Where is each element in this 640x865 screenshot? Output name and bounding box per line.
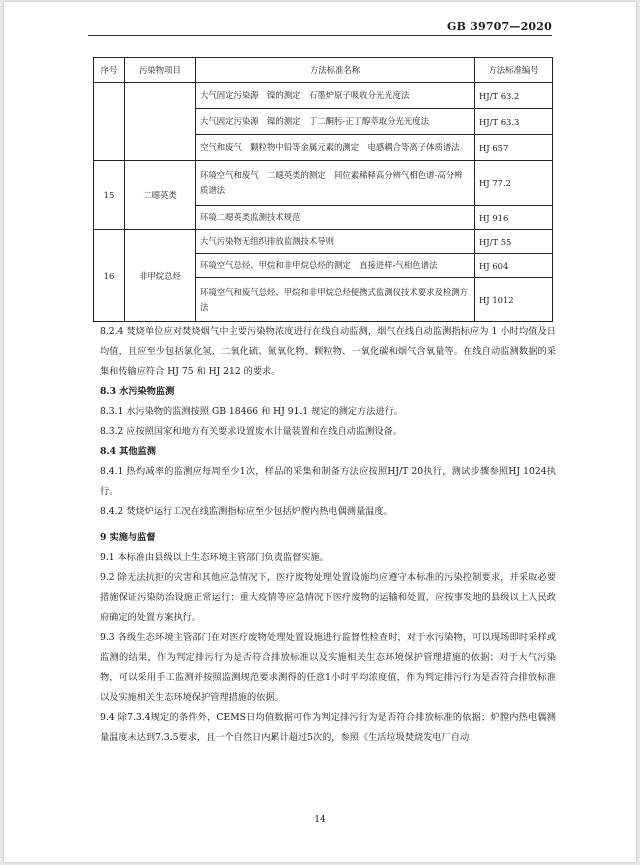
page-number: 14	[314, 815, 326, 825]
method-standards-table	[93, 57, 553, 322]
row-code: HJ/T 55	[475, 230, 553, 254]
heading-8-4: 8.4 其他监测	[100, 446, 156, 457]
paragraph-8-3-2: 8.3.2 应按照国家和地方有关要求设置废水计量装置和在线自动监测设备。	[100, 426, 402, 437]
paragraph-8-4-1: 8.4.1 热灼减率的监测应每周至少1次，样品的采集和制备方法应按照HJ/T 20执行，测试步骤参照HJ 1024执行。	[100, 466, 556, 497]
table-row	[94, 230, 553, 254]
document-page	[4, 2, 636, 862]
table-row	[94, 83, 553, 109]
col-header-code: 方法标准编号	[475, 58, 553, 83]
row-method: 环境空气和废气 二噁英类的测定 同位素稀释高分辨气相色谱-高分辨质谱法	[196, 161, 475, 206]
col-header-method: 方法标准名称	[196, 58, 475, 83]
heading-9: 9 实施与监督	[100, 532, 156, 543]
row-method: 大气固定污染源 镍的测定 丁二酮肟-正丁醇萃取分光光度法	[196, 109, 475, 135]
paragraph-9-1: 9.1 本标准由县级以上生态环境主管部门负责监督实施。	[100, 552, 329, 563]
row-code: HJ 657	[475, 135, 553, 161]
row-pollutant: 非甲烷总烃	[125, 230, 196, 322]
row-code: HJ/T 63.3	[475, 109, 553, 135]
row-code: HJ 77.2	[475, 161, 553, 206]
paragraph-8-4-2: 8.4.2 焚烧炉运行工况在线监测指标应至少包括炉膛内热电偶测量温度。	[100, 506, 393, 517]
standard-number: GB 39707—2020	[446, 20, 552, 33]
heading-8-3: 8.3 水污染物监测	[100, 386, 175, 397]
row-no	[94, 83, 125, 161]
row-method: 环境二噁英类监测技术规范	[196, 206, 475, 230]
paragraph-8-2-4: 8.2.4 焚烧单位应对焚烧烟气中主要污染物浓度进行在线自动监测，烟气在线自动监测指标应为 1 小时均值及日均值，且应至少包括氯化氢、二氧化硫、氮氧化物、颗粒物、一氧化碳和烟气含氧量等。在线自动监测数据的采集和传输应符合 HJ 75 和 HJ 212 的要求。	[100, 326, 556, 377]
row-method: 环境空气总烃、甲烷和非甲烷总烃的测定 直接进样-气相色谱法	[196, 254, 475, 278]
paragraph-9-3: 9.3 各级生态环境主管部门在对医疗废物处理处置设施进行监督性检查时，对于水污染物，可以现场即时采样或监测的结果，作为判定排污行为是否符合排放标准以及实施相关生态环境保护管理措施的依据；对于大气污染物，可以采用手工监测并按照监测规范要求测得的任意1小时平均浓度值，作为判定排污行为是否符合排放标准以及实施相关生态环境保护管理措施的依据。	[100, 632, 556, 703]
row-pollutant: 二噁英类	[125, 161, 196, 230]
row-method: 大气污染物无组织排放监测技术导则	[196, 230, 475, 254]
paragraph-8-3-1: 8.3.1 水污染物的监测按照 GB 18466 和 HJ 91.1 规定的测定方法进行。	[100, 406, 404, 417]
row-method: 空气和废气 颗粒物中铅等金属元素的测定 电感耦合等离子体质谱法	[196, 135, 475, 161]
col-header-no: 序号	[94, 58, 125, 83]
col-header-pollutant: 污染物项目	[125, 58, 196, 83]
row-code: HJ 604	[475, 254, 553, 278]
body-text	[100, 322, 556, 748]
table-row	[94, 161, 553, 206]
paragraph-9-2: 9.2 除无法抗拒的灾害和其他应急情况下，医疗废物处理处置设施均应遵守本标准的污染控制要求，并采取必要措施保证污染防治设施正常运行；重大疫情等应急情况下医疗废物的运输和处置，应按事发地的县级以上人民政府确定的处置方案执行。	[100, 572, 556, 623]
row-method: 环境空气和废气总烃、甲烷和非甲烷总烃便携式监测仪技术要求及检测方法	[196, 278, 475, 322]
paragraph-9-4: 9.4 除7.3.4规定的条件外，CEMS日均值数据可作为判定排污行为是否符合排放标准的依据；炉膛内热电偶测量温度未达到7.3.5要求，且一个自然日内累计超过5次的，参照《生活垃圾焚烧发电厂自动	[100, 712, 556, 743]
row-no: 16	[94, 230, 125, 322]
row-code: HJ/T 63.2	[475, 83, 553, 109]
row-code: HJ 1012	[475, 278, 553, 322]
table-header-row	[94, 58, 553, 83]
row-code: HJ 916	[475, 206, 553, 230]
row-pollutant	[125, 83, 196, 161]
row-method: 大气固定污染源 镍的测定 石墨炉原子吸收分光光度法	[196, 83, 475, 109]
row-no: 15	[94, 161, 125, 230]
header-rule	[88, 35, 552, 36]
